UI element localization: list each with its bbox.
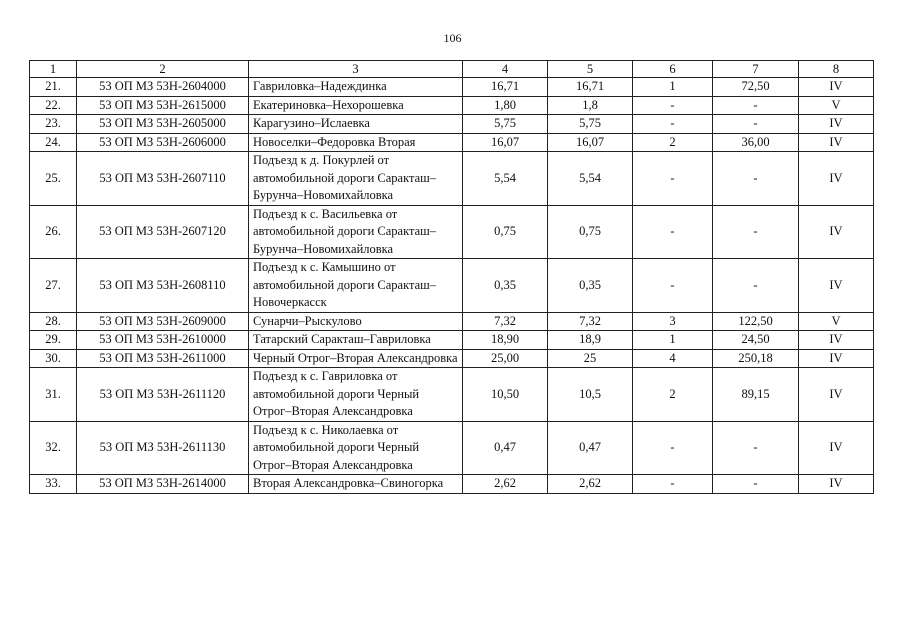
header-cell: 1 [30, 61, 77, 78]
bridges-length-cell: 36,00 [713, 133, 799, 152]
road-code-cell: 53 ОП МЗ 53Н-2607120 [77, 205, 249, 259]
length-value-cell: 2,62 [548, 475, 633, 494]
road-name-cell: Подъезд к с. Камышино от автомобильной дороги Саракташ–Новочеркасск [249, 259, 463, 313]
bridges-count-cell: - [633, 259, 713, 313]
length-total-cell: 18,90 [463, 331, 548, 350]
header-cell: 6 [633, 61, 713, 78]
road-name-cell: Гавриловка–Надеждинка [249, 78, 463, 97]
table-row [30, 421, 874, 475]
row-number-cell: 24. [30, 133, 77, 152]
header-cell: 5 [548, 61, 633, 78]
road-name-cell: Вторая Александровка–Свиногорка [249, 475, 463, 494]
road-category-cell: IV [799, 205, 874, 259]
road-category-cell: IV [799, 115, 874, 134]
bridges-count-cell: - [633, 475, 713, 494]
table-row [30, 205, 874, 259]
road-name-cell: Новоселки–Федоровка Вторая [249, 133, 463, 152]
row-number-cell: 28. [30, 312, 77, 331]
length-value-cell: 0,35 [548, 259, 633, 313]
table-row [30, 259, 874, 313]
table-header-row [30, 61, 874, 78]
road-name-cell: Подъезд к с. Николаевка от автомобильной дороги Черный Отрог–Вторая Александровка [249, 421, 463, 475]
table-row [30, 312, 874, 331]
table-row [30, 475, 874, 494]
road-name-cell: Подъезд к с. Гавриловка от автомобильной дороги Черный Отрог–Вторая Александровка [249, 368, 463, 422]
bridges-count-cell: - [633, 152, 713, 206]
length-value-cell: 16,71 [548, 78, 633, 97]
header-cell: 2 [77, 61, 249, 78]
length-value-cell: 25 [548, 349, 633, 368]
bridges-count-cell: 1 [633, 331, 713, 350]
bridges-length-cell: - [713, 96, 799, 115]
table-row [30, 78, 874, 97]
table-row [30, 368, 874, 422]
header-cell: 7 [713, 61, 799, 78]
bridges-length-cell: - [713, 259, 799, 313]
road-category-cell: IV [799, 133, 874, 152]
length-total-cell: 2,62 [463, 475, 548, 494]
road-category-cell: V [799, 96, 874, 115]
length-total-cell: 25,00 [463, 349, 548, 368]
length-value-cell: 16,07 [548, 133, 633, 152]
length-total-cell: 10,50 [463, 368, 548, 422]
road-code-cell: 53 ОП МЗ 53Н-2604000 [77, 78, 249, 97]
page-number: 106 [443, 31, 462, 45]
road-category-cell: V [799, 312, 874, 331]
length-value-cell: 5,54 [548, 152, 633, 206]
bridges-length-cell: - [713, 115, 799, 134]
bridges-count-cell: - [633, 115, 713, 134]
roads-table [29, 60, 874, 494]
bridges-length-cell: 72,50 [713, 78, 799, 97]
bridges-count-cell: 2 [633, 133, 713, 152]
road-code-cell: 53 ОП МЗ 53Н-2606000 [77, 133, 249, 152]
bridges-count-cell: - [633, 96, 713, 115]
table-row [30, 349, 874, 368]
bridges-length-cell: 250,18 [713, 349, 799, 368]
bridges-length-cell: 24,50 [713, 331, 799, 350]
table-body [30, 78, 874, 494]
road-name-cell: Сунарчи–Рыскулово [249, 312, 463, 331]
road-code-cell: 53 ОП МЗ 53Н-2611000 [77, 349, 249, 368]
row-number-cell: 31. [30, 368, 77, 422]
bridges-count-cell: - [633, 205, 713, 259]
row-number-cell: 23. [30, 115, 77, 134]
bridges-count-cell: 2 [633, 368, 713, 422]
bridges-length-cell: 122,50 [713, 312, 799, 331]
bridges-length-cell: - [713, 152, 799, 206]
bridges-count-cell: 4 [633, 349, 713, 368]
road-code-cell: 53 ОП МЗ 53Н-2611130 [77, 421, 249, 475]
bridges-length-cell: 89,15 [713, 368, 799, 422]
road-category-cell: IV [799, 78, 874, 97]
road-category-cell: IV [799, 331, 874, 350]
road-name-cell: Подъезд к с. Васильевка от автомобильной дороги Саракташ–Бурунча–Новомихайловка [249, 205, 463, 259]
road-name-cell: Татарский Саракташ–Гавриловка [249, 331, 463, 350]
road-name-cell: Екатериновка–Нехорошевка [249, 96, 463, 115]
length-total-cell: 1,80 [463, 96, 548, 115]
header-cell: 3 [249, 61, 463, 78]
header-cell: 8 [799, 61, 874, 78]
bridges-count-cell: 1 [633, 78, 713, 97]
table-row [30, 96, 874, 115]
length-total-cell: 0,47 [463, 421, 548, 475]
length-total-cell: 7,32 [463, 312, 548, 331]
length-value-cell: 18,9 [548, 331, 633, 350]
road-code-cell: 53 ОП МЗ 53Н-2607110 [77, 152, 249, 206]
road-name-cell: Карагузино–Ислаевка [249, 115, 463, 134]
length-total-cell: 0,75 [463, 205, 548, 259]
table-row [30, 115, 874, 134]
row-number-cell: 21. [30, 78, 77, 97]
road-code-cell: 53 ОП МЗ 53Н-2614000 [77, 475, 249, 494]
road-code-cell: 53 ОП МЗ 53Н-2610000 [77, 331, 249, 350]
row-number-cell: 22. [30, 96, 77, 115]
road-category-cell: IV [799, 152, 874, 206]
row-number-cell: 29. [30, 331, 77, 350]
road-code-cell: 53 ОП МЗ 53Н-2605000 [77, 115, 249, 134]
length-total-cell: 5,54 [463, 152, 548, 206]
road-code-cell: 53 ОП МЗ 53Н-2608110 [77, 259, 249, 313]
row-number-cell: 27. [30, 259, 77, 313]
length-total-cell: 16,07 [463, 133, 548, 152]
road-category-cell: IV [799, 421, 874, 475]
road-code-cell: 53 ОП МЗ 53Н-2611120 [77, 368, 249, 422]
length-value-cell: 7,32 [548, 312, 633, 331]
table-row [30, 331, 874, 350]
length-total-cell: 5,75 [463, 115, 548, 134]
length-value-cell: 1,8 [548, 96, 633, 115]
length-total-cell: 16,71 [463, 78, 548, 97]
row-number-cell: 30. [30, 349, 77, 368]
row-number-cell: 25. [30, 152, 77, 206]
road-category-cell: IV [799, 475, 874, 494]
road-name-cell: Подъезд к д. Покурлей от автомобильной дороги Саракташ–Бурунча–Новомихайловка [249, 152, 463, 206]
bridges-count-cell: - [633, 421, 713, 475]
road-category-cell: IV [799, 259, 874, 313]
bridges-count-cell: 3 [633, 312, 713, 331]
length-value-cell: 0,75 [548, 205, 633, 259]
length-value-cell: 0,47 [548, 421, 633, 475]
road-code-cell: 53 ОП МЗ 53Н-2609000 [77, 312, 249, 331]
road-name-cell: Черный Отрог–Вторая Александровка [249, 349, 463, 368]
length-value-cell: 5,75 [548, 115, 633, 134]
length-value-cell: 10,5 [548, 368, 633, 422]
table-row [30, 133, 874, 152]
road-category-cell: IV [799, 349, 874, 368]
row-number-cell: 32. [30, 421, 77, 475]
road-category-cell: IV [799, 368, 874, 422]
table-row [30, 152, 874, 206]
bridges-length-cell: - [713, 205, 799, 259]
bridges-length-cell: - [713, 421, 799, 475]
header-cell: 4 [463, 61, 548, 78]
row-number-cell: 33. [30, 475, 77, 494]
row-number-cell: 26. [30, 205, 77, 259]
road-code-cell: 53 ОП МЗ 53Н-2615000 [77, 96, 249, 115]
length-total-cell: 0,35 [463, 259, 548, 313]
bridges-length-cell: - [713, 475, 799, 494]
